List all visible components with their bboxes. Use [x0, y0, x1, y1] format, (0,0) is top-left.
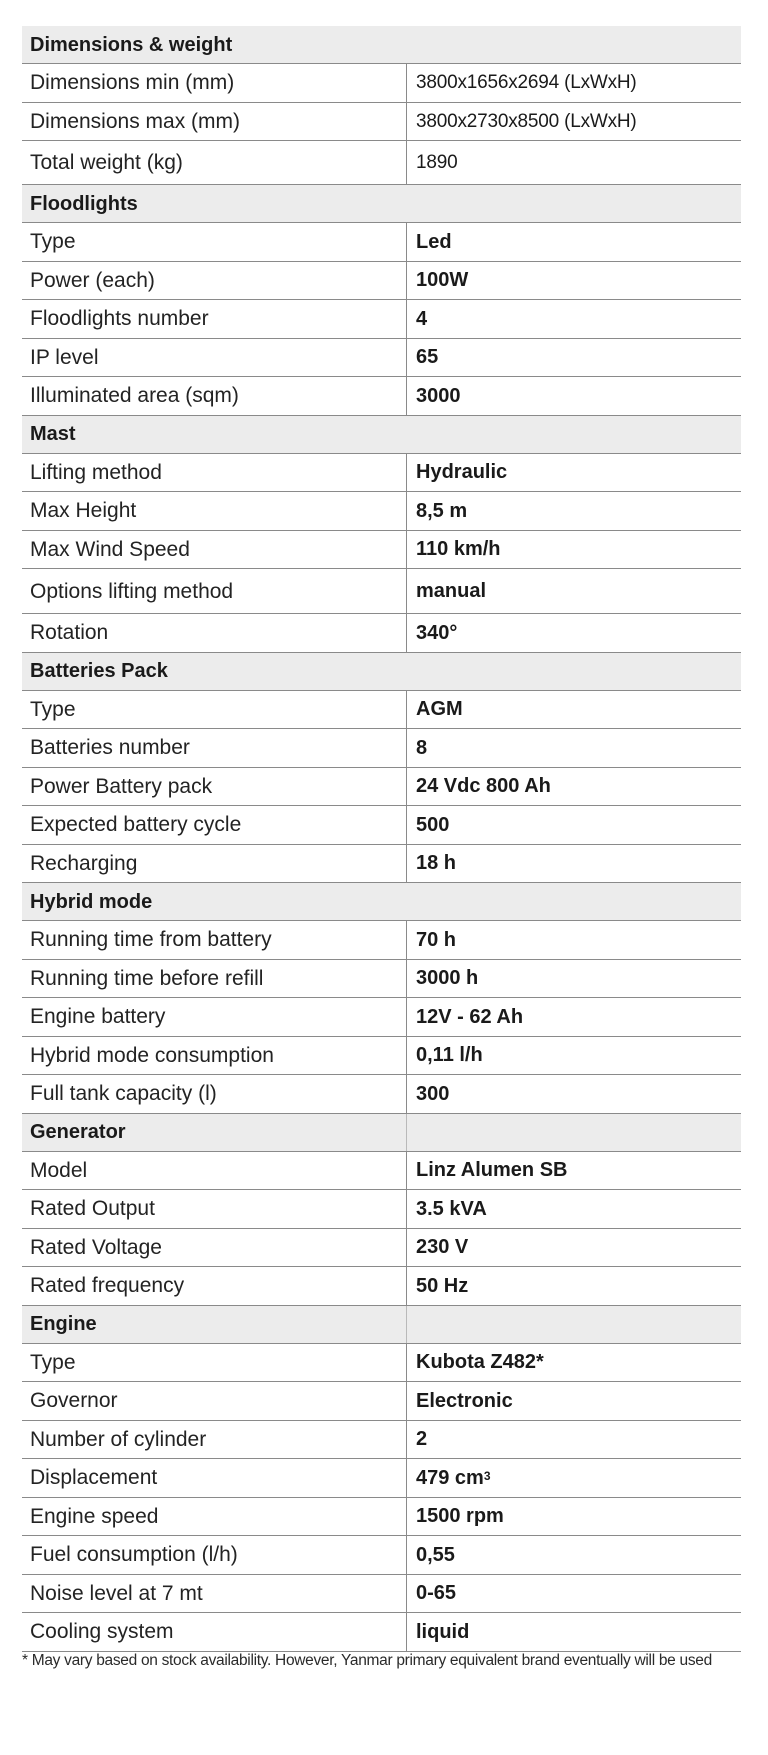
spec-label: Governor [30, 1389, 118, 1413]
spec-value: 3000 [406, 377, 741, 415]
spec-value: 0,55 [406, 1536, 741, 1574]
table-row [22, 1344, 741, 1383]
spec-label: Dimensions min (mm) [30, 71, 235, 95]
table-row [22, 960, 741, 999]
table-row [22, 1267, 741, 1306]
spec-value: 1500 rpm [406, 1498, 741, 1536]
section-header-mast [22, 416, 741, 454]
spec-value: 110 km/h [406, 531, 741, 569]
spec-label: Rated frequency [30, 1274, 185, 1298]
spec-value: 24 Vdc 800 Ah [406, 768, 741, 806]
spec-label: Rotation [30, 621, 109, 645]
spec-label: Running time from battery [30, 928, 272, 952]
spec-label: Type [30, 230, 76, 254]
spec-label: Expected battery cycle [30, 813, 242, 837]
table-row [22, 1575, 741, 1614]
spec-label: Running time before refill [30, 966, 264, 990]
spec-value: 3.5 kVA [406, 1190, 741, 1228]
table-row [22, 998, 741, 1037]
spec-value: Kubota Z482* [406, 1344, 741, 1382]
spec-label: Rated Output [30, 1197, 155, 1221]
spec-value: 1890 [406, 141, 741, 184]
spec-value: 0-65 [406, 1575, 741, 1613]
spec-label: Max Wind Speed [30, 537, 190, 561]
spec-value: manual [406, 569, 741, 613]
spec-label: Number of cylinder [30, 1427, 207, 1451]
section-header-dimensions [22, 26, 741, 64]
table-row [22, 377, 741, 416]
spec-value: 3800x1656x2694 (LxWxH) [406, 64, 741, 102]
spec-value: Led [406, 223, 741, 261]
section-title: Generator [30, 1121, 126, 1143]
table-row [22, 614, 741, 653]
spec-label: Lifting method [30, 460, 162, 484]
spec-value: 65 [406, 339, 741, 377]
section-header-empty-cell [406, 1114, 741, 1151]
table-row [22, 729, 741, 768]
section-title: Batteries Pack [30, 660, 168, 682]
spec-value: Linz Alumen SB [406, 1152, 741, 1190]
section-header-generator [22, 1114, 741, 1152]
section-header-hybrid [22, 883, 741, 921]
table-row [22, 103, 741, 142]
spec-label: Floodlights number [30, 307, 209, 331]
table-row [22, 223, 741, 262]
spec-label: Displacement [30, 1466, 158, 1490]
spec-label: Illuminated area (sqm) [30, 384, 239, 408]
table-row [22, 1229, 741, 1268]
table-row [22, 1498, 741, 1537]
table-row [22, 691, 741, 730]
spec-table [22, 26, 741, 1652]
section-title: Floodlights [30, 192, 138, 215]
spec-label: Dimensions max (mm) [30, 109, 241, 133]
spec-label: Engine speed [30, 1504, 159, 1528]
footnote: * May vary based on stock availability. However, Yanmar primary equivalent brand eventually will be used [22, 1652, 712, 1669]
section-header-batteries [22, 653, 741, 691]
spec-label: Noise level at 7 mt [30, 1581, 203, 1605]
section-title: Mast [30, 423, 76, 445]
table-row [22, 454, 741, 493]
spec-value: AGM [406, 691, 741, 729]
spec-label: Model [30, 1158, 88, 1182]
spec-label: Power Battery pack [30, 774, 213, 798]
section-title: Hybrid mode [30, 890, 153, 913]
spec-label: Options lifting method [30, 579, 234, 603]
spec-value: Hydraulic [406, 454, 741, 492]
table-row [22, 1152, 741, 1191]
spec-label: Fuel consumption (l/h) [30, 1543, 238, 1567]
spec-value: 3800x2730x8500 (LxWxH) [406, 103, 741, 141]
table-row [22, 845, 741, 884]
table-row [22, 64, 741, 103]
table-row [22, 492, 741, 531]
spec-label: Full tank capacity (l) [30, 1082, 217, 1106]
spec-value: 300 [406, 1075, 741, 1113]
spec-value: 70 h [406, 921, 741, 959]
spec-label: Recharging [30, 851, 138, 875]
section-header-empty-cell [406, 1306, 741, 1343]
table-row [22, 1075, 741, 1114]
spec-value: 0,11 l/h [406, 1037, 741, 1075]
spec-value: 50 Hz [406, 1267, 741, 1305]
section-header-floodlights [22, 185, 741, 223]
table-row [22, 262, 741, 301]
table-row [22, 531, 741, 570]
spec-value: 100W [406, 262, 741, 300]
spec-label: Total weight (kg) [30, 151, 183, 174]
spec-value: liquid [406, 1613, 741, 1651]
spec-value: 3000 h [406, 960, 741, 998]
section-title: Engine [30, 1313, 97, 1335]
spec-value: 12V - 62 Ah [406, 998, 741, 1036]
section-header-engine [22, 1306, 741, 1344]
spec-label: Max Height [30, 499, 137, 523]
table-row [22, 141, 741, 185]
table-row [22, 1536, 741, 1575]
spec-label: Hybrid mode consumption [30, 1043, 274, 1067]
spec-value: 8 [406, 729, 741, 767]
table-row [22, 1037, 741, 1076]
spec-label: IP level [30, 345, 99, 369]
spec-value: 4 [406, 300, 741, 338]
spec-value: 500 [406, 806, 741, 844]
table-row [22, 1459, 741, 1498]
section-title: Dimensions & weight [30, 33, 233, 56]
spec-label: Batteries number [30, 736, 190, 760]
spec-value: 230 V [406, 1229, 741, 1267]
table-row [22, 339, 741, 378]
table-row [22, 1421, 741, 1460]
spec-label: Engine battery [30, 1005, 166, 1029]
table-row [22, 1382, 741, 1421]
spec-value: 8,5 m [406, 492, 741, 530]
spec-value: 340° [406, 614, 741, 652]
table-row [22, 806, 741, 845]
spec-label: Power (each) [30, 268, 155, 292]
spec-label: Rated Voltage [30, 1235, 162, 1259]
table-row [22, 1613, 741, 1652]
spec-label: Cooling system [30, 1620, 174, 1644]
table-row [22, 768, 741, 807]
table-row [22, 569, 741, 614]
spec-label: Type [30, 1350, 76, 1374]
table-row [22, 1190, 741, 1229]
spec-value-text: 479 cm [416, 1466, 484, 1489]
spec-value: Electronic [406, 1382, 741, 1420]
table-row [22, 300, 741, 339]
spec-value: 479 cm $^3$ [406, 1459, 741, 1497]
spec-value: 2 [406, 1421, 741, 1459]
table-row [22, 921, 741, 960]
spec-label: Type [30, 697, 76, 721]
spec-value: 18 h [406, 845, 741, 883]
